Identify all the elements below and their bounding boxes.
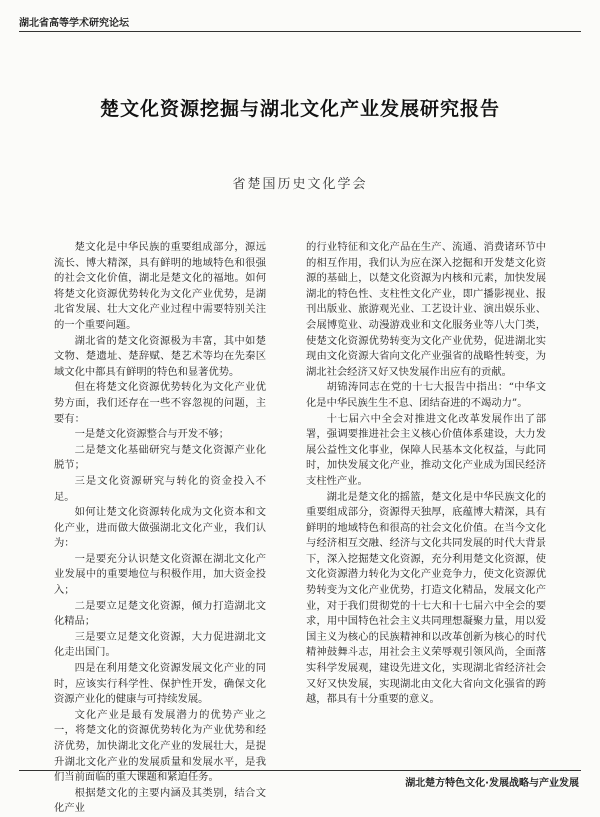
page-title: 楚文化资源挖掘与湖北文化产业发展研究报告 — [99, 98, 500, 120]
paragraph: 胡锦涛同志在党的十七大报告中指出：“中华文化是中华民族生生不息、团结奋进的不竭动力”。 — [306, 381, 546, 409]
journal-footer-label: 湖北楚方特色文化·发展战略与产业发展 — [405, 778, 579, 789]
paragraph: 一是要充分认识楚文化资源在湖北文化产业发展中的重要地位与积极作用，加大资金投入； — [54, 552, 266, 597]
header-divider — [19, 31, 581, 32]
paragraph: 四是在利用楚文化资源发展文化产业的同时，应该实行科学性、保护性开发，确保文化资源产业化的健康与可持续发展。 — [54, 662, 266, 706]
right-column — [306, 240, 546, 708]
paragraph: 二是楚文化基础研究与楚文化资源产业化脱节； — [54, 443, 266, 472]
journal-header-label: 湖北省高等学术研究论坛 — [19, 18, 129, 29]
paragraph: 湖北是楚文化的摇篮，楚文化是中华民族文化的重要组成部分，资源得天独厚，底蕴博大精深，具有鲜明的地域特色和很高的社会文化价值。在当今文化与经济相互交融、经济与文化共同发展的时代大背景下，深入挖掘楚文化资源，充分利用楚文化资源，使文化资源潜力转化为文化产业竞争力，使文化资源优势转变为文化产业优势，打造文化精品，发展文化产业，对于我们贯彻党的十七大和十七届六中全会的要求，用中国特色社会主义共同理想凝聚力量，用以爱国主义为核心的民族精神和以改革创新为核心的时代精神鼓舞斗志，用社会主义荣辱观引领风尚，全面落实科学发展观，建设先进文化，实现湖北省经济社会又好又快发展，实现湖北由文化大省向文化强省的跨越，都具有十分重要的意义。 — [306, 490, 546, 706]
paragraph: 楚文化是中华民族的重要组成部分，源远流长、博大精深，具有鲜明的地域特色和很强的社会文化价值，湖北是楚文化的福地。如何将楚文化资源优势转化为文化产业优势，是湖北省发展、壮大文化产业过程中需要特别关注的一个重要问题。 — [54, 241, 266, 331]
paragraph: 但在将楚文化资源优势转化为文化产业优势方面，我们还存在一些不容忽视的问题，主要有： — [54, 381, 266, 425]
paragraph: 三是文化资源研究与转化的资金投入不足。 — [54, 474, 266, 503]
left-column — [54, 240, 266, 817]
paragraph: 的行业特征和文化产品在生产、流通、消费诸环节中的相互作用，我们认为应在深入挖掘和开发楚文化资源的基础上，以楚文化资源为内核和元素，加快发展湖北的特色性、支柱性文化产业，即广播影视业、报刊出版业、旅游观光业、工艺设计业、演出娱乐业、会展博览业、动漫游戏业和文化服务业等八大门类，使楚文化资源优势转变为文化产业优势，促进湖北实现由文化资源大省向文化产业强省的战略性转变，为湖北社会经济又好又快发展作出应有的贡献。 — [306, 241, 546, 378]
paragraph: 文化产业是最有发展潜力的优势产业之一，将楚文化的资源优势转化为产业优势和经济优势，加快湖北文化产业的发展壮大，是提升湖北文化产业的发展质量和发展水平，是我们当前面临的重大课题和紧迫任务。 — [54, 708, 266, 784]
paragraph: 十七届六中全会对推进文化改革发展作出了部署，强调要推进社会主义核心价值体系建设，大力发展公益性文化事业，保障人民基本文化权益，与此同时，加快发展文化产业，推动文化产业成为国民经济支柱性产业。 — [306, 412, 546, 487]
paragraph: 湖北省的楚文化资源极为丰富，其中如楚文物、楚遗址、楚辞赋、楚艺术等均在先秦区域文化中都具有鲜明的特色和显著优势。 — [54, 334, 266, 378]
author-line: 省楚国历史文化学会 — [232, 177, 368, 192]
paragraph: 如何让楚文化资源转化成为文化资本和文化产业，进而做大做强湖北文化产业，我们认为： — [54, 506, 266, 550]
paragraph: 根据楚文化的主要内涵及其类别，结合文化产业 — [54, 786, 266, 815]
paragraph: 二是要立足楚文化资源，倾力打造湖北文化精品； — [54, 599, 266, 628]
paragraph: 三是要立足楚文化资源，大力促进湖北文化走出国门。 — [54, 630, 266, 659]
paragraph: 一是楚文化资源整合与开发不够； — [74, 428, 230, 441]
footer-divider — [19, 770, 581, 771]
